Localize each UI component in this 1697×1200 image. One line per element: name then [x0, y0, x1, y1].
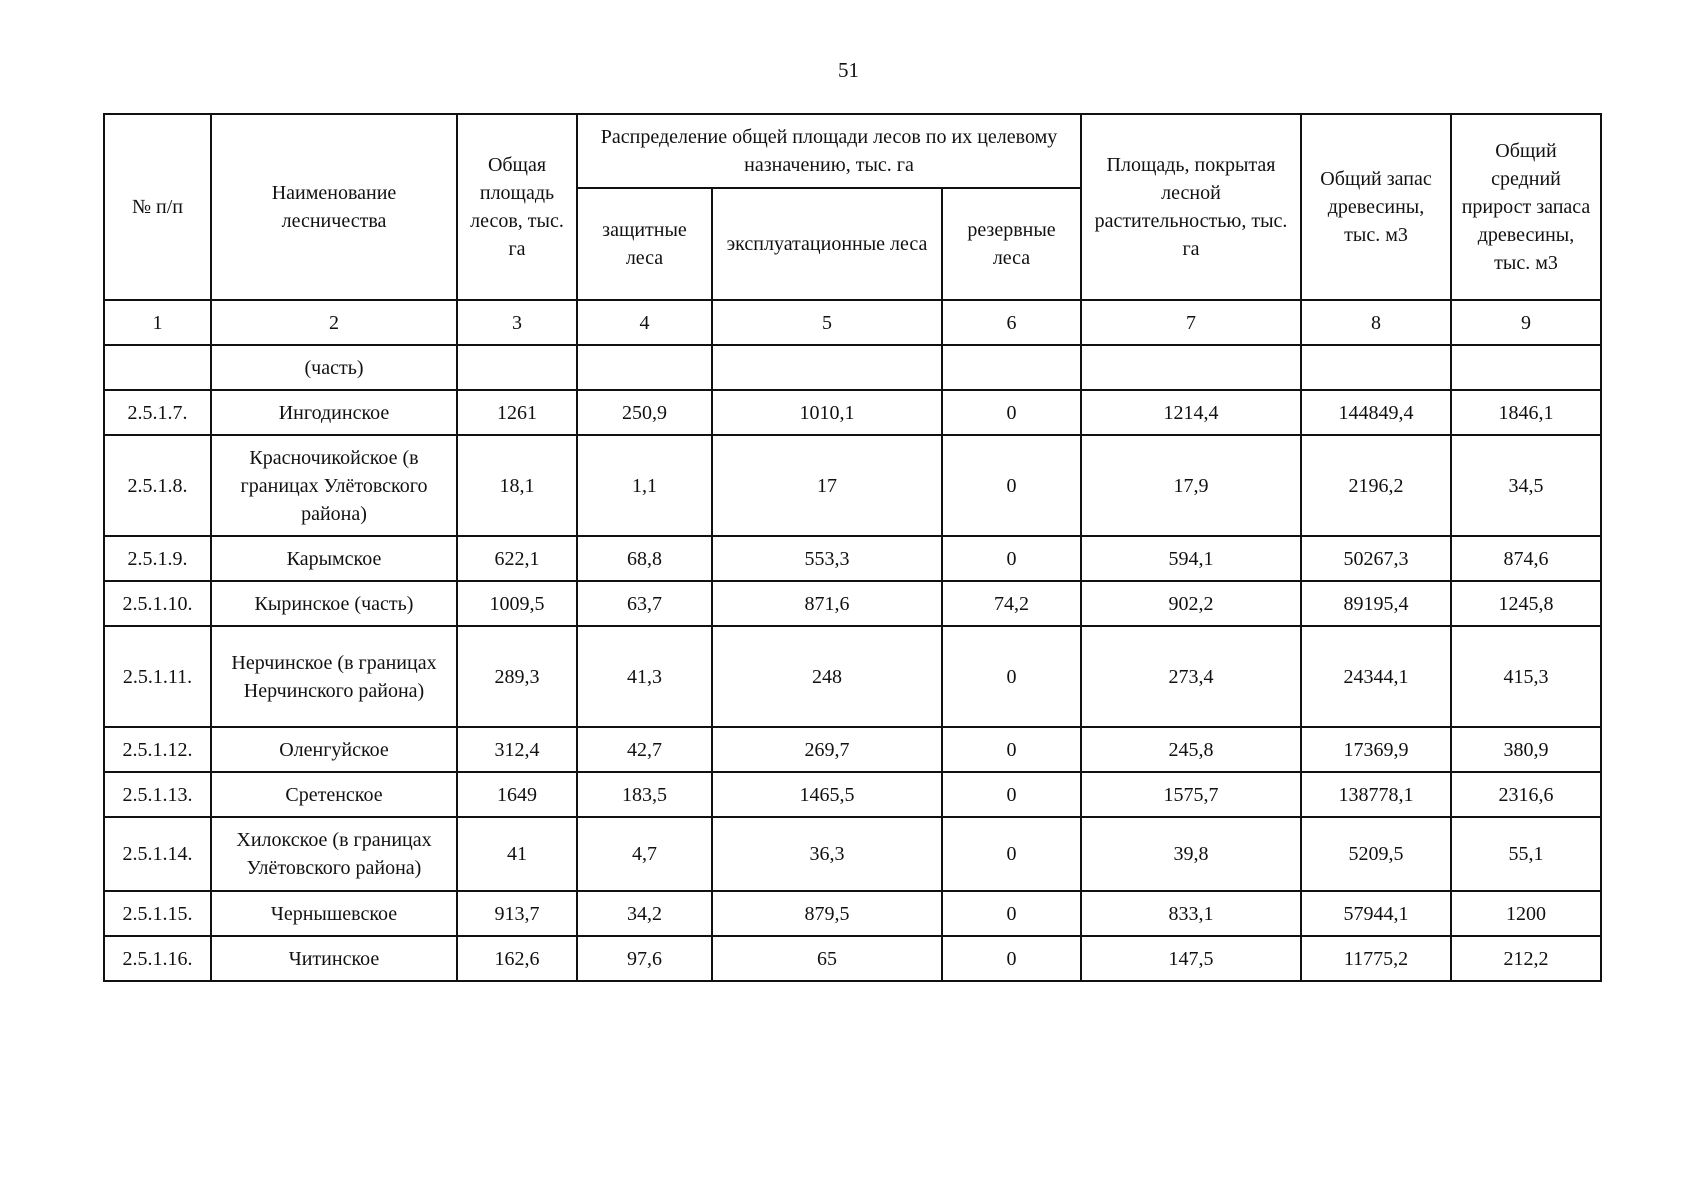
- table-row: [104, 727, 1601, 772]
- header-total-area: Общая площадь лесов, тыс. га: [457, 114, 577, 300]
- total-area-value: 18,1: [457, 435, 577, 536]
- avg-increment-value: 874,6: [1451, 536, 1601, 581]
- forestry-name: Красночикойское (в границах Улётовского района): [211, 435, 457, 536]
- column-number: 3: [457, 300, 577, 345]
- forestry-name: Ингодинское: [211, 390, 457, 435]
- total-area-value: 1009,5: [457, 581, 577, 626]
- exploitation-value: 1465,5: [712, 772, 942, 817]
- forestry-name: Сретенское: [211, 772, 457, 817]
- reserve-value: 0: [942, 817, 1081, 891]
- total-area-value: 289,3: [457, 626, 577, 727]
- forest-table: [103, 113, 1602, 982]
- total-stock-value: 138778,1: [1301, 772, 1451, 817]
- table-row: [104, 536, 1601, 581]
- total-stock-value: 89195,4: [1301, 581, 1451, 626]
- avg-increment-value: 415,3: [1451, 626, 1601, 727]
- forested-area-value: 39,8: [1081, 817, 1301, 891]
- total-stock-value: [1301, 345, 1451, 390]
- column-number: 6: [942, 300, 1081, 345]
- header-reserve: резервные леса: [942, 188, 1081, 300]
- column-number-row: [104, 300, 1601, 345]
- total-stock-value: 5209,5: [1301, 817, 1451, 891]
- exploitation-value: 65: [712, 936, 942, 981]
- total-area-value: 312,4: [457, 727, 577, 772]
- avg-increment-value: 212,2: [1451, 936, 1601, 981]
- avg-increment-value: 34,5: [1451, 435, 1601, 536]
- total-stock-value: 2196,2: [1301, 435, 1451, 536]
- row-number: 2.5.1.15.: [104, 891, 211, 936]
- total-stock-value: 50267,3: [1301, 536, 1451, 581]
- avg-increment-value: 1245,8: [1451, 581, 1601, 626]
- forested-area-value: 273,4: [1081, 626, 1301, 727]
- reserve-value: 74,2: [942, 581, 1081, 626]
- total-area-value: 1261: [457, 390, 577, 435]
- header-exploitation: эксплуатационные леса: [712, 188, 942, 300]
- row-number: [104, 345, 211, 390]
- protective-value: 97,6: [577, 936, 712, 981]
- avg-increment-value: 55,1: [1451, 817, 1601, 891]
- page-number: 51: [838, 58, 859, 82]
- header-name: Наименование лесничества: [211, 114, 457, 300]
- protective-value: 4,7: [577, 817, 712, 891]
- total-area-value: 1649: [457, 772, 577, 817]
- forested-area-value: 1214,4: [1081, 390, 1301, 435]
- forested-area-value: 1575,7: [1081, 772, 1301, 817]
- avg-increment-value: [1451, 345, 1601, 390]
- exploitation-value: 248: [712, 626, 942, 727]
- row-number: 2.5.1.11.: [104, 626, 211, 727]
- forestry-name: Читинское: [211, 936, 457, 981]
- reserve-value: 0: [942, 390, 1081, 435]
- protective-value: 42,7: [577, 727, 712, 772]
- forested-area-value: 594,1: [1081, 536, 1301, 581]
- reserve-value: 0: [942, 435, 1081, 536]
- exploitation-value: 1010,1: [712, 390, 942, 435]
- table-row: [104, 435, 1601, 536]
- avg-increment-value: 1200: [1451, 891, 1601, 936]
- column-number: 4: [577, 300, 712, 345]
- forested-area-value: 17,9: [1081, 435, 1301, 536]
- forested-area-value: 833,1: [1081, 891, 1301, 936]
- forestry-name: Карымское: [211, 536, 457, 581]
- reserve-value: 0: [942, 626, 1081, 727]
- total-area-value: 622,1: [457, 536, 577, 581]
- column-number: 9: [1451, 300, 1601, 345]
- forested-area-value: 245,8: [1081, 727, 1301, 772]
- total-area-value: [457, 345, 577, 390]
- header-distribution-group: Распределение общей площади лесов по их целевому назначению, тыс. га: [577, 114, 1081, 188]
- header-avg-increment: Общий средний прирост запаса древесины, тыс. м3: [1451, 114, 1601, 300]
- exploitation-value: 269,7: [712, 727, 942, 772]
- total-area-value: 913,7: [457, 891, 577, 936]
- protective-value: 41,3: [577, 626, 712, 727]
- table-row: [104, 817, 1601, 891]
- reserve-value: 0: [942, 936, 1081, 981]
- row-number: 2.5.1.7.: [104, 390, 211, 435]
- forestry-name: Нерчинское (в границах Нерчинского района): [211, 626, 457, 727]
- column-number: 1: [104, 300, 211, 345]
- row-number: 2.5.1.10.: [104, 581, 211, 626]
- forestry-name: Чернышевское: [211, 891, 457, 936]
- reserve-value: [942, 345, 1081, 390]
- protective-value: 68,8: [577, 536, 712, 581]
- exploitation-value: 879,5: [712, 891, 942, 936]
- protective-value: 183,5: [577, 772, 712, 817]
- reserve-value: 0: [942, 536, 1081, 581]
- table-row: [104, 772, 1601, 817]
- row-number: 2.5.1.9.: [104, 536, 211, 581]
- table-row: [104, 345, 1601, 390]
- row-number: 2.5.1.13.: [104, 772, 211, 817]
- header-forested-area: Площадь, покрытая лесной растительностью, тыс. га: [1081, 114, 1301, 300]
- header-total-stock: Общий запас древесины, тыс. м3: [1301, 114, 1451, 300]
- table-row: [104, 581, 1601, 626]
- total-stock-value: 17369,9: [1301, 727, 1451, 772]
- protective-value: 63,7: [577, 581, 712, 626]
- total-area-value: 41: [457, 817, 577, 891]
- total-stock-value: 144849,4: [1301, 390, 1451, 435]
- protective-value: 34,2: [577, 891, 712, 936]
- column-number: 2: [211, 300, 457, 345]
- forested-area-value: 902,2: [1081, 581, 1301, 626]
- table-row: [104, 626, 1601, 727]
- reserve-value: 0: [942, 891, 1081, 936]
- column-number: 8: [1301, 300, 1451, 345]
- column-number: 5: [712, 300, 942, 345]
- table-row: [104, 936, 1601, 981]
- total-stock-value: 57944,1: [1301, 891, 1451, 936]
- exploitation-value: 17: [712, 435, 942, 536]
- avg-increment-value: 380,9: [1451, 727, 1601, 772]
- protective-value: [577, 345, 712, 390]
- forested-area-value: 147,5: [1081, 936, 1301, 981]
- forestry-name: (часть): [211, 345, 457, 390]
- reserve-value: 0: [942, 772, 1081, 817]
- row-number: 2.5.1.12.: [104, 727, 211, 772]
- header-num: № п/п: [104, 114, 211, 300]
- total-stock-value: 24344,1: [1301, 626, 1451, 727]
- column-number: 7: [1081, 300, 1301, 345]
- avg-increment-value: 1846,1: [1451, 390, 1601, 435]
- total-stock-value: 11775,2: [1301, 936, 1451, 981]
- forestry-name: Хилокское (в границах Улётовского района): [211, 817, 457, 891]
- exploitation-value: 36,3: [712, 817, 942, 891]
- forested-area-value: [1081, 345, 1301, 390]
- forestry-name: Оленгуйское: [211, 727, 457, 772]
- exploitation-value: 553,3: [712, 536, 942, 581]
- row-number: 2.5.1.14.: [104, 817, 211, 891]
- reserve-value: 0: [942, 727, 1081, 772]
- table-row: [104, 390, 1601, 435]
- row-number: 2.5.1.16.: [104, 936, 211, 981]
- protective-value: 250,9: [577, 390, 712, 435]
- row-number: 2.5.1.8.: [104, 435, 211, 536]
- protective-value: 1,1: [577, 435, 712, 536]
- exploitation-value: 871,6: [712, 581, 942, 626]
- forestry-name: Кыринское (часть): [211, 581, 457, 626]
- avg-increment-value: 2316,6: [1451, 772, 1601, 817]
- total-area-value: 162,6: [457, 936, 577, 981]
- exploitation-value: [712, 345, 942, 390]
- table-row: [104, 891, 1601, 936]
- header-protective: защитные леса: [577, 188, 712, 300]
